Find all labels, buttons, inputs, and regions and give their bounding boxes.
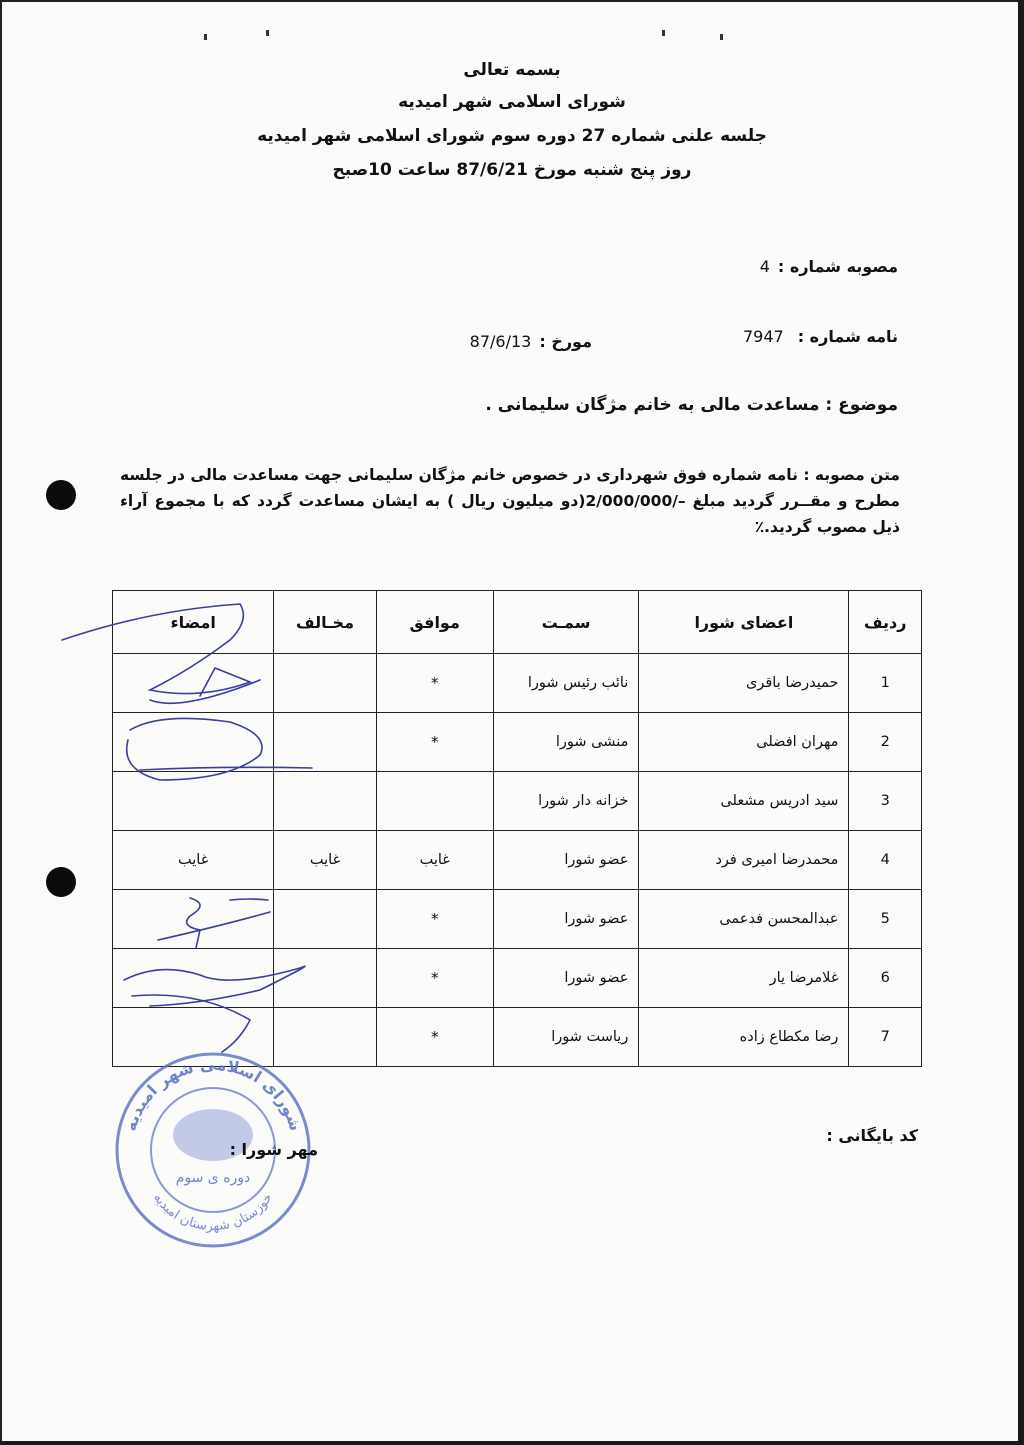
col-header-agree: موافق — [376, 591, 493, 654]
member-role: عضو شورا — [493, 949, 639, 1008]
row-number: 2 — [849, 713, 922, 772]
col-header-row-number: ردیف — [849, 591, 922, 654]
vote-against — [274, 949, 376, 1008]
council-seal-label: مهر شورا : — [229, 1140, 318, 1159]
row-number: 5 — [849, 890, 922, 949]
letter-number-value: 7947 — [742, 327, 784, 346]
scan-edge-right — [1018, 0, 1024, 1445]
row-number: 1 — [849, 654, 922, 713]
signature-cell: غایب — [113, 831, 274, 890]
col-header-signature: امضاء — [113, 591, 274, 654]
member-role: منشی شورا — [493, 713, 639, 772]
vote-agree: * — [376, 713, 493, 772]
vote-agree: * — [376, 890, 493, 949]
table-row — [113, 890, 922, 949]
letter-number-label: نامه شماره : — [797, 327, 898, 346]
table-header-row — [113, 591, 922, 654]
table-row — [113, 713, 922, 772]
signature-cell — [113, 890, 274, 949]
vote-agree — [376, 772, 493, 831]
vote-against — [274, 890, 376, 949]
member-name: عبدالمحسن فدعمی — [639, 890, 849, 949]
resolution-number-value: 4 — [759, 257, 770, 276]
vote-agree: * — [376, 654, 493, 713]
member-name: حمیدرضا باقری — [639, 654, 849, 713]
member-name: رضا مکطاع زاده — [639, 1008, 849, 1067]
row-number: 4 — [849, 831, 922, 890]
archive-code-label: کد بایگانی : — [826, 1126, 918, 1145]
member-role: ریاست شورا — [493, 1008, 639, 1067]
resolution-text: متن مصوبه : نامه شماره فوق شهرداری در خصوص خانم مژگان سلیمانی جهت مساعدت مالی در جلسه مطرح و مقــرر گردید مبلغ –/2/000/000(دو میلیون ریال ) به ایشان مساعدت گردد که با مجموع آراء ذیل مصوب گردید.٪ — [120, 466, 900, 536]
seal-bottom-text: خوزستان شهرستان امیدیه — [150, 1190, 276, 1235]
col-header-against: مخـالف — [274, 591, 376, 654]
seal-outer-text: شورای اسلامی شهر امیدیه — [120, 1054, 306, 1134]
vote-against — [274, 654, 376, 713]
col-header-position: سمـت — [493, 591, 639, 654]
subject-line: موضوع : مساعدت مالی به خانم مژگان سلیمانی . — [485, 395, 898, 415]
header-session: جلسه علنی شماره 27 دوره سوم شورای اسلامی شهر امیدیه — [257, 126, 767, 146]
member-role: نائب رئیس شورا — [493, 654, 639, 713]
table-row — [113, 949, 922, 1008]
member-role: خزانه دار شورا — [493, 772, 639, 831]
member-name: غلامرضا یار — [639, 949, 849, 1008]
table-row — [113, 654, 922, 713]
vote-against — [274, 713, 376, 772]
member-name: محمدرضا امیری فرد — [639, 831, 849, 890]
header-council: شورای اسلامی شهر امیدیه — [398, 92, 626, 112]
vote-agree: * — [376, 1008, 493, 1067]
header-date: روز پنج شنبه مورخ 87/6/21 ساعت 10صبح — [332, 160, 692, 180]
member-role: عضو شورا — [493, 831, 639, 890]
scan-edge-bottom — [0, 1441, 1024, 1445]
punch-hole — [46, 480, 76, 510]
scan-speck — [204, 34, 207, 40]
members-vote-table — [112, 590, 922, 1067]
resolution-number-label: مصوبه شماره : — [777, 257, 898, 276]
table-row — [113, 831, 922, 890]
member-name: مهران افضلی — [639, 713, 849, 772]
scan-speck — [266, 30, 269, 36]
letter-date-label: مورخ : — [539, 332, 592, 351]
scan-speck — [662, 30, 665, 36]
row-number: 6 — [849, 949, 922, 1008]
col-header-members: اعضای شورا — [639, 591, 849, 654]
vote-against: غایب — [274, 831, 376, 890]
punch-hole — [46, 867, 76, 897]
signature-cell — [113, 654, 274, 713]
signature-cell — [113, 772, 274, 831]
header-invocation: بسمه تعالی — [463, 60, 561, 80]
letter-number — [743, 327, 898, 346]
member-role: عضو شورا — [493, 890, 639, 949]
resolution-number — [760, 257, 898, 276]
seal-inner-text: دوره ی سوم — [175, 1170, 251, 1186]
vote-agree: * — [376, 949, 493, 1008]
vote-against — [274, 772, 376, 831]
letter-date-value: 87/6/13 — [469, 332, 532, 351]
member-name: سید ادریس مشعلی — [639, 772, 849, 831]
row-number: 7 — [849, 1008, 922, 1067]
letter-date — [470, 332, 592, 351]
signature-cell — [113, 713, 274, 772]
row-number: 3 — [849, 772, 922, 831]
scan-speck — [720, 34, 723, 40]
table-row — [113, 772, 922, 831]
vote-agree: غایب — [376, 831, 493, 890]
signature-cell — [113, 949, 274, 1008]
